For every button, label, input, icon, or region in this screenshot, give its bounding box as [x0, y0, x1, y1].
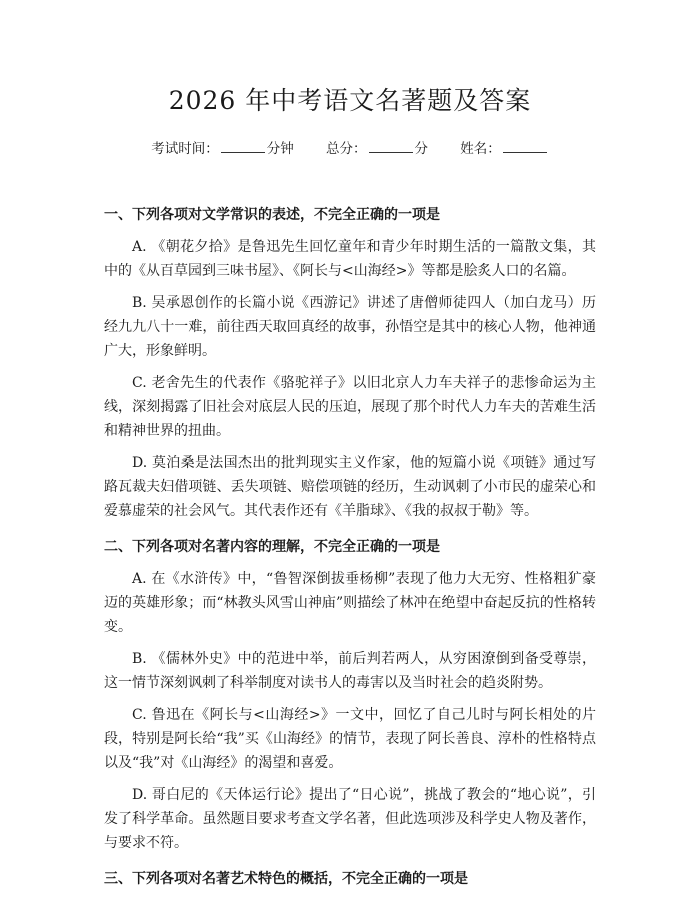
exam-meta — [104, 137, 596, 161]
question-1 — [104, 203, 596, 523]
time-blank — [221, 140, 265, 153]
time-label: 考试时间： — [151, 141, 219, 157]
score-unit: 分 — [414, 141, 428, 157]
score-blank — [369, 140, 413, 153]
page-title: 2026 年中考语文名著题及答案 — [168, 86, 532, 115]
exam-name — [460, 141, 549, 157]
question-heading: 二、下列各项对名著内容的理解，不完全正确的一项是 — [104, 539, 440, 555]
exam-score — [326, 141, 432, 157]
option-b: B. 《儒林外史》中的范进中举，前后判若两人，从穷困潦倒到备受尊崇，这一情节深刻讽刺了科举制度对读书人的毒害以及当时社会的趋炎附势。 — [104, 651, 596, 691]
question-heading: 三、下列各项对名著艺术特色的概括，不完全正确的一项是 — [104, 871, 468, 887]
question-2 — [104, 535, 596, 855]
exam-time — [151, 141, 298, 157]
option-d: D. 莫泊桑是法国杰出的批判现实主义作家，他的短篇小说《项链》通过写路瓦裁夫妇借项链、丢失项链、赔偿项链的经历，生动讽刺了小市民的虚荣心和爱慕虚荣的社会风气。其代表作还有《羊脂球》、《我的叔叔于勒》等。 — [104, 455, 596, 519]
name-blank — [503, 140, 547, 153]
name-label: 姓名： — [460, 141, 501, 157]
option-a: A. 《朝花夕拾》是鲁迅先生回忆童年和青少年时期生活的一篇散文集，其中的《从百草园到三味书屋》、《阿长与<山海经>》等都是脍炙人口的名篇。 — [104, 239, 596, 279]
score-label: 总分： — [326, 141, 367, 157]
question-heading: 一、下列各项对文学常识的表述，不完全正确的一项是 — [104, 207, 440, 223]
option-a: A. 在《水浒传》中，“鲁智深倒拔垂杨柳”表现了他力大无穷、性格粗犷豪迈的英雄形象；而“林教头风雪山神庙”则描绘了林冲在绝望中奋起反抗的性格转变。 — [104, 571, 596, 635]
option-b: B. 吴承恩创作的长篇小说《西游记》讲述了唐僧师徒四人（加白龙马）历经九九八十一难，前往西天取回真经的故事，孙悟空是其中的核心人物，他神通广大，形象鲜明。 — [104, 295, 596, 359]
time-unit: 分钟 — [266, 141, 294, 157]
option-d: D. 哥白尼的《天体运行论》提出了“日心说”，挑战了教会的“地心说”，引发了科学革命。虽然题目要求考查文学名著，但此选项涉及科学史人物及著作，与要求不符。 — [104, 787, 596, 851]
option-c: C. 老舍先生的代表作《骆驼祥子》以旧北京人力车夫祥子的悲惨命运为主线，深刻揭露了旧社会对底层人民的压迫，展现了那个时代人力车夫的苦难生活和精神世界的扭曲。 — [104, 375, 596, 439]
option-c: C. 鲁迅在《阿长与<山海经>》一文中，回忆了自己儿时与阿长相处的片段，特别是阿长给“我”买《山海经》的情节，表现了阿长善良、淳朴的性格特点以及“我”对《山海经》的渴望和喜爱。 — [104, 707, 596, 771]
question-3 — [104, 867, 596, 891]
